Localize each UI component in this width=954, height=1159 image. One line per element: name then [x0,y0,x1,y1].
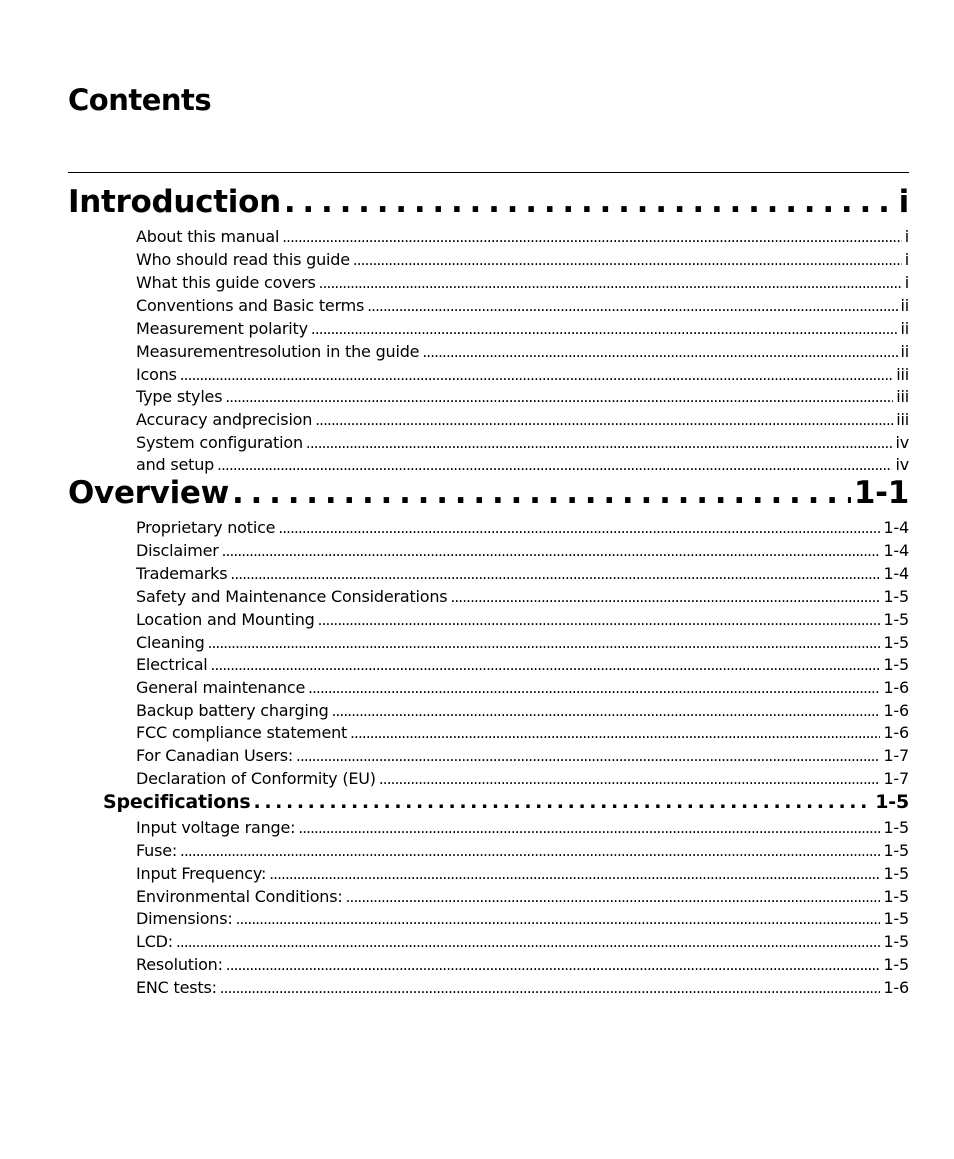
dot-leader [298,818,880,837]
toc-entry[interactable] [136,655,909,678]
toc-entry[interactable] [136,701,909,724]
toc-section-introduction[interactable] [68,184,909,224]
toc-entry[interactable] [136,518,909,541]
toc-entry[interactable] [136,564,909,587]
dot-leader [379,769,881,788]
toc-page-number: 1-7 [883,746,909,765]
toc-page-number: 1-5 [883,887,909,906]
toc-page-number: iii [896,410,909,429]
toc-entry[interactable] [136,433,909,456]
dot-leader [282,227,902,246]
dot-leader [222,541,881,560]
dot-leader [350,723,880,742]
toc-page-number: 1-4 [883,518,909,537]
toc-page-number: 1-5 [883,818,909,837]
dot-leader [230,564,880,583]
toc-entry-title: Dimensions: [136,909,233,928]
toc-page-number: 1-5 [883,841,909,860]
toc-entry-title: Accuracy andprecision [136,410,313,429]
dot-leader [450,587,880,606]
toc-entry[interactable] [136,678,909,701]
dot-leader [180,365,893,384]
dot-leader [217,455,892,474]
toc-page-number: 1-4 [883,564,909,583]
toc-entry-title: What this guide covers [136,273,316,292]
toc-entry[interactable] [136,932,909,955]
toc-entry[interactable] [136,273,909,296]
toc-page-number: i [898,184,909,220]
toc-page-number: ii [900,342,909,361]
dot-leader [176,932,880,951]
dot-leader [332,701,881,720]
toc-entry[interactable] [136,723,909,746]
toc-entry-title: Trademarks [136,564,228,583]
toc-entry[interactable] [136,955,909,978]
dot-leader [180,841,880,860]
toc-entry-title: FCC compliance statement [136,723,348,742]
dot-leader [211,655,881,674]
toc-page-number: i [904,250,909,269]
toc-entry[interactable] [136,633,909,656]
dot-leader [232,475,851,511]
toc-entry-title: Input voltage range: [136,818,296,837]
dot-leader [296,746,880,765]
toc-entry[interactable] [136,296,909,319]
toc-entry-title: Electrical [136,655,208,674]
dot-leader [226,955,881,974]
dot-leader [254,791,873,813]
toc-entry-title: About this manual [136,227,280,246]
toc-subsection-specifications[interactable] [103,791,909,817]
toc-page-number: i [904,273,909,292]
dot-leader [353,250,902,269]
toc-entry-title: Introduction [68,184,281,220]
toc-entry-title: Specifications [103,791,251,813]
toc-page-number: 1-5 [883,610,909,629]
toc-entry[interactable] [136,978,909,1001]
dot-leader [208,633,881,652]
dot-leader [236,909,881,928]
toc-entry[interactable] [136,387,909,410]
toc-entry[interactable] [136,227,909,250]
page-title: Contents [68,83,212,117]
toc-page-number: 1-5 [883,655,909,674]
toc-entry-title: Measurementresolution in the guide [136,342,420,361]
toc-entry[interactable] [136,887,909,910]
toc-entry-title: Measurement polarity [136,319,308,338]
toc-page-number: iv [895,455,909,474]
toc-entry[interactable] [136,365,909,388]
dot-leader [367,296,897,315]
toc-entry-title: Who should read this guide [136,250,350,269]
toc-page-number: 1-5 [883,932,909,951]
toc-entry-title: Type styles [136,387,223,406]
toc-entry-title: System configuration [136,433,303,452]
toc-page-number: 1-5 [883,633,909,652]
dot-leader [315,410,893,429]
toc-page-number: 1-4 [883,541,909,560]
toc-entry-title: Proprietary notice [136,518,276,537]
dot-leader [319,273,902,292]
toc-page-number: 1-5 [875,791,909,813]
dot-leader [269,864,880,883]
toc-page-number: ii [900,319,909,338]
toc-entry-title: Resolution: [136,955,223,974]
toc-entry[interactable] [136,410,909,433]
toc-entry[interactable] [136,909,909,932]
dot-leader [308,678,880,697]
toc-page-number: 1-1 [853,475,909,511]
toc-page-number: iii [896,387,909,406]
toc-section-overview[interactable] [68,475,909,515]
toc-entry[interactable] [136,841,909,864]
toc-entry-title: Safety and Maintenance Considerations [136,587,448,606]
dot-leader [220,978,881,997]
dot-leader [306,433,893,452]
toc-page-number: 1-7 [883,769,909,788]
dot-leader [311,319,898,338]
toc-page-number: 1-5 [883,909,909,928]
toc-entry-title: General maintenance [136,678,306,697]
toc-entry-title: Declaration of Conformity (EU) [136,769,376,788]
toc-page-number: ii [900,296,909,315]
toc-entry-title: ENC tests: [136,978,217,997]
dot-leader [278,518,880,537]
toc-entry[interactable] [136,746,909,769]
toc-page-number: i [904,227,909,246]
dot-leader [225,387,893,406]
toc-page-number: 1-5 [883,587,909,606]
toc-entry-title: Icons [136,365,177,384]
toc-entry-title: Cleaning [136,633,205,652]
toc-entry[interactable] [136,818,909,841]
toc-entry-title: and setup [136,455,215,474]
toc-entry-title: Disclaimer [136,541,219,560]
toc-page-number: 1-6 [883,978,909,997]
heading-divider [68,172,909,173]
toc-page-number: 1-6 [883,678,909,697]
toc-entry[interactable] [136,319,909,342]
toc-entry-title: Overview [68,475,229,511]
toc-page-number: 1-5 [883,955,909,974]
toc-page-number: 1-6 [883,701,909,720]
toc-entry[interactable] [136,587,909,610]
dot-leader [422,342,897,361]
toc-entry[interactable] [136,541,909,564]
toc-page-number: 1-6 [883,723,909,742]
toc-entry[interactable] [136,250,909,273]
toc-entry-title: Backup battery charging [136,701,329,720]
dot-leader [318,610,881,629]
toc-entry[interactable] [136,769,909,792]
toc-entry[interactable] [136,610,909,633]
toc-entry[interactable] [136,342,909,365]
toc-entry-title: Conventions and Basic terms [136,296,365,315]
dot-leader [346,887,881,906]
dot-leader [284,184,896,220]
toc-page-number: iii [896,365,909,384]
toc-entry-title: Location and Mounting [136,610,315,629]
toc-entry-title: LCD: [136,932,173,951]
toc-entry-title: For Canadian Users: [136,746,294,765]
toc-page-number: 1-5 [883,864,909,883]
toc-entry-title: Input Frequency: [136,864,267,883]
toc-entry-title: Fuse: [136,841,178,860]
toc-entry[interactable] [136,864,909,887]
toc-page-number: iv [895,433,909,452]
toc-entry-title: Environmental Conditions: [136,887,343,906]
